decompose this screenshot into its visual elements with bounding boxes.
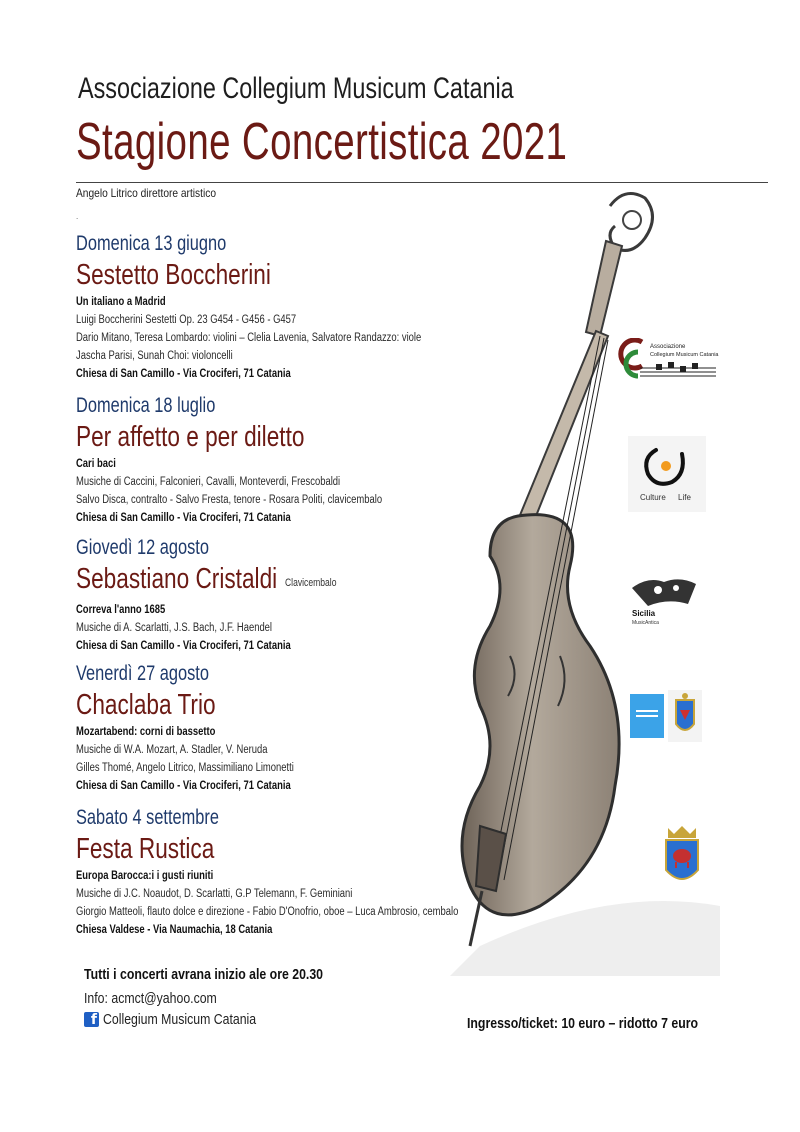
event-date: Giovedì 12 agosto — [76, 536, 209, 559]
event-3 — [76, 536, 496, 654]
event-date: Venerdì 27 agosto — [76, 662, 209, 685]
event-title: Per affetto e per diletto — [76, 421, 305, 453]
collegium-musicum-logo — [616, 338, 726, 382]
stray-dot: . — [76, 212, 79, 221]
culture-life-logo — [628, 436, 706, 512]
season-title: Stagione Concertistica 2021 — [76, 113, 568, 171]
coat-of-arms-logo — [660, 824, 704, 890]
event-1 — [76, 232, 496, 382]
header-divider — [76, 182, 768, 183]
cmc-logo-line2: Collegium Musicum Catania — [650, 352, 719, 358]
artistic-director: Angelo Litrico direttore artistico — [76, 186, 217, 200]
culture-text: Culture — [640, 493, 666, 502]
event-detail: Gilles Thomé, Angelo Litrico, Massimiliano Limonetti — [76, 762, 294, 774]
organization-name: Associazione Collegium Musicum Catania — [78, 72, 514, 105]
event-detail: Giorgio Matteoli, flauto dolce e direzione - Fabio D'Onofrio, oboe – Luca Ambrosio, cembalo — [76, 906, 459, 918]
event-venue: Chiesa di San Camillo - Via Crociferi, 71 Catania — [76, 780, 291, 792]
event-venue: Chiesa Valdese - Via Naumachia, 18 Catania — [76, 924, 273, 936]
cmc-logo-line1: Associazione — [650, 344, 686, 350]
facebook-label: Collegium Musicum Catania — [103, 1011, 257, 1028]
event-2 — [76, 394, 496, 526]
info-email[interactable]: Info: acmct@yahoo.com — [84, 990, 217, 1007]
event-date: Domenica 18 luglio — [76, 394, 216, 417]
concert-start-time: Tutti i concerti avrana inizio ale ore 20.30 — [84, 966, 324, 983]
event-5 — [76, 806, 496, 938]
event-date: Domenica 13 giugno — [76, 232, 227, 255]
event-venue: Chiesa di San Camillo - Via Crociferi, 71 Catania — [76, 512, 291, 524]
event-date: Sabato 4 settembre — [76, 806, 219, 829]
event-title: Sestetto Boccherini — [76, 259, 271, 291]
event-detail: Musiche di Caccini, Falconieri, Cavalli, Monteverdi, Frescobaldi — [76, 476, 341, 488]
event-program: Un italiano a Madrid — [76, 296, 166, 308]
life-text: Life — [678, 493, 691, 502]
event-detail: Musiche di W.A. Mozart, A. Stadler, V. Neruda — [76, 744, 268, 756]
facebook-icon: f — [84, 1012, 99, 1027]
event-program: Europa Barocca:i i gusti riuniti — [76, 870, 214, 882]
event-title: Sebastiano Cristaldi Clavicembalo — [76, 563, 337, 595]
event-venue: Chiesa di San Camillo - Via Crociferi, 71 Catania — [76, 640, 291, 652]
event-program: Cari baci — [76, 458, 116, 470]
musicantica-text: MusicAntica — [632, 620, 659, 626]
event-detail: Dario Mitano, Teresa Lombardo: violini – Clelia Lavenia, Salvatore Randazzo: viole — [76, 332, 422, 344]
sicilia-musicantica-logo — [628, 574, 700, 626]
event-title: Chaclaba Trio — [76, 689, 216, 721]
event-detail: Musiche di A. Scarlatti, J.S. Bach, J.F. Haendel — [76, 622, 273, 634]
ticket-price: Ingresso/ticket: 10 euro – ridotto 7 euro — [467, 1015, 699, 1032]
event-program: Correva l'anno 1685 — [76, 604, 166, 616]
event-detail: Luigi Boccherini Sestetti Op. 23 G454 - G456 - G457 — [76, 314, 297, 326]
event-title: Festa Rustica — [76, 833, 215, 865]
event-detail: Musiche di J.C. Noaudot, D. Scarlatti, G.P Telemann, F. Geminiani — [76, 888, 353, 900]
city-of-catania-logo — [630, 690, 702, 742]
event-subtitle: Clavicembalo — [284, 577, 337, 589]
event-venue: Chiesa di San Camillo - Via Crociferi, 71 Catania — [76, 368, 291, 380]
sicilia-text: Sicilia — [632, 609, 656, 618]
event-detail: Jascha Parisi, Sunah Choi: violoncelli — [76, 350, 233, 362]
event-4 — [76, 662, 496, 794]
facebook-link[interactable] — [84, 1011, 290, 1028]
event-detail: Salvo Disca, contralto - Salvo Fresta, tenore - Rosara Politi, clavicembalo — [76, 494, 383, 506]
event-program: Mozartabend: corni di bassetto — [76, 726, 216, 738]
